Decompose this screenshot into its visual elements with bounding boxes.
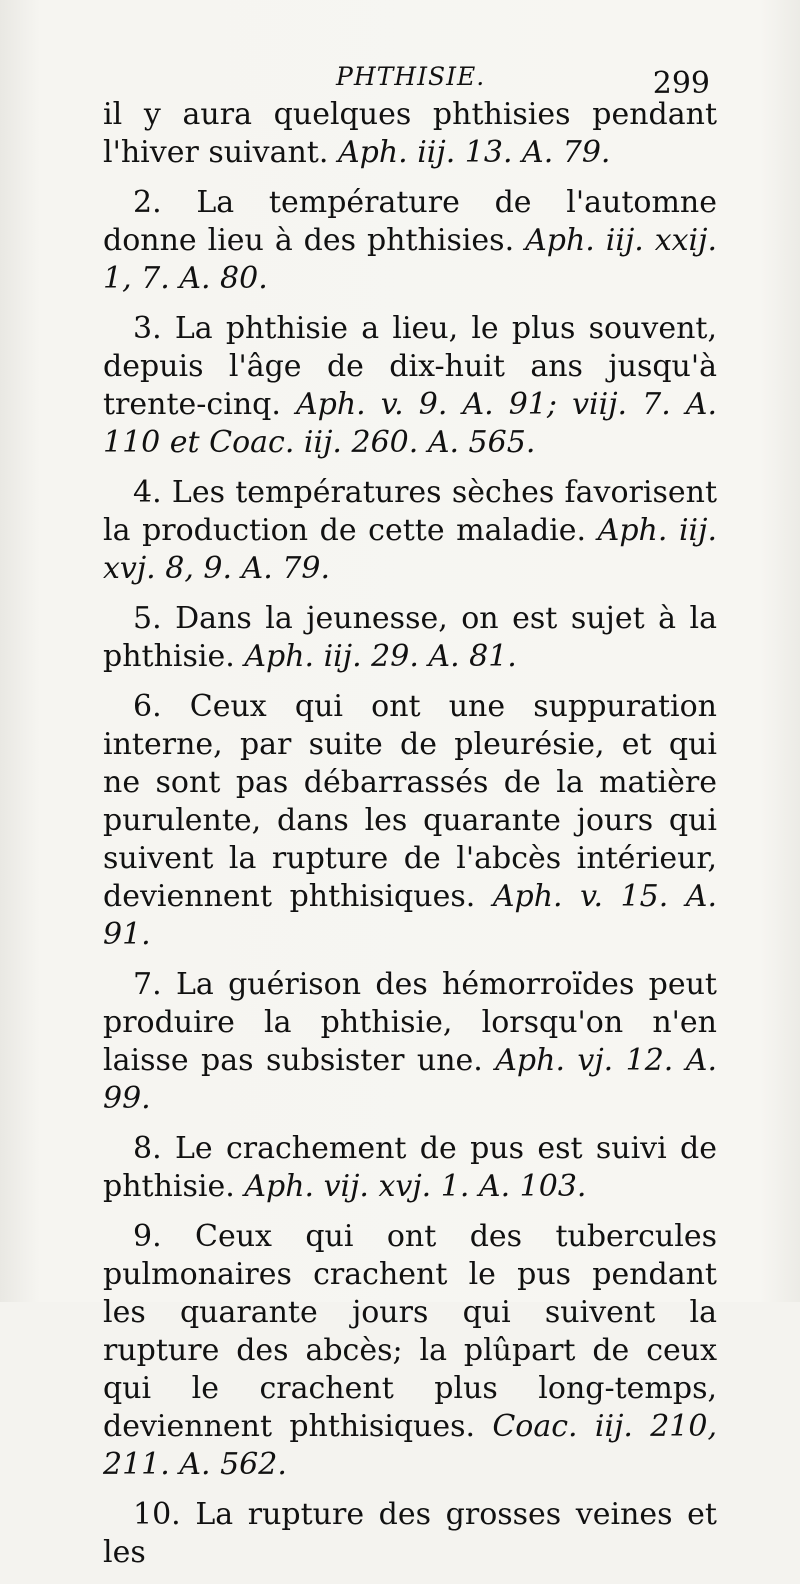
paragraph-8 <box>103 1130 717 1206</box>
paragraph-2 <box>103 184 717 298</box>
aphorism-reference: Aph. vij. xvj. 1. A. 103. <box>244 1169 587 1204</box>
aphorism-reference: Aph. iij. 13. A. 79. <box>337 135 611 170</box>
aphorism-reference: Aph. vj. 12. A. 99. <box>103 1043 717 1116</box>
paragraph-text: 3. La phthisie a lieu, le plus souvent, depuis l'âge de dix-huit ans jusqu'à trente-cinq. <box>103 311 717 422</box>
paragraph-5 <box>103 600 717 676</box>
paragraph-text: il y aura quelques phthisies pendant l'hiver suivant. <box>103 97 717 170</box>
aphorism-reference: Aph. iij. xxij. 1, 7. A. 80. <box>103 223 717 296</box>
paragraph-text: 7. La guérison des hémorroïdes peut produire la phthisie, lorsqu'on n'en laisse pas subsister une. <box>103 967 717 1078</box>
page-number: 299 <box>652 66 710 101</box>
paragraph-10 <box>103 1496 717 1572</box>
running-header <box>100 52 710 102</box>
paragraph-text: 5. Dans la jeunesse, on est sujet à la phthisie. <box>103 601 717 674</box>
aphorism-reference: Aph. iij. xvj. 8, 9. A. 79. <box>103 513 717 586</box>
page-body <box>103 96 717 1584</box>
paragraph-text: 4. Les températures sèches favorisent la production de cette maladie. <box>103 475 717 548</box>
paragraph-text: 9. Ceux qui ont des tubercules pulmonaires crachent le pus pendant les quarante jours qui suivent la rupture des abcès; la plûpart de ceux qui le crachent plus long-temps, deviennent phthisiques. <box>103 1219 717 1444</box>
paragraph-4 <box>103 474 717 588</box>
paragraph-text: 10. La rupture des grosses veines et les <box>103 1497 717 1570</box>
paragraph-6 <box>103 688 717 954</box>
aphorism-reference: Aph. iij. 29. A. 81. <box>244 639 517 674</box>
running-title: PHTHISIE. <box>336 62 486 91</box>
aphorism-reference: Aph. v. 15. A. 91. <box>103 879 718 952</box>
paragraph-continued <box>103 96 717 172</box>
paragraph-text: 2. La température de l'automne donne lieu à des phthisies. <box>103 185 717 258</box>
aphorism-reference: Aph. v. 9. A. 91; viij. 7. A. 110 et Coac. iij. 260. A. 565. <box>103 387 717 460</box>
paragraph-7 <box>103 966 717 1118</box>
paragraph-9 <box>103 1218 717 1484</box>
paragraph-text: 8. Le crachement de pus est suivi de phthisie. <box>103 1131 717 1204</box>
paragraph-3 <box>103 310 717 462</box>
paragraph-text: 6. Ceux qui ont une suppuration interne, par suite de pleurésie, et qui ne sont pas débarrassés de la matière purulente, dans les quarante jours qui suivent la rupture de l'abcès intérieur, deviennent phthisiques. <box>103 689 717 914</box>
aphorism-reference: Coac. iij. 210, 211. A. 562. <box>103 1409 718 1482</box>
